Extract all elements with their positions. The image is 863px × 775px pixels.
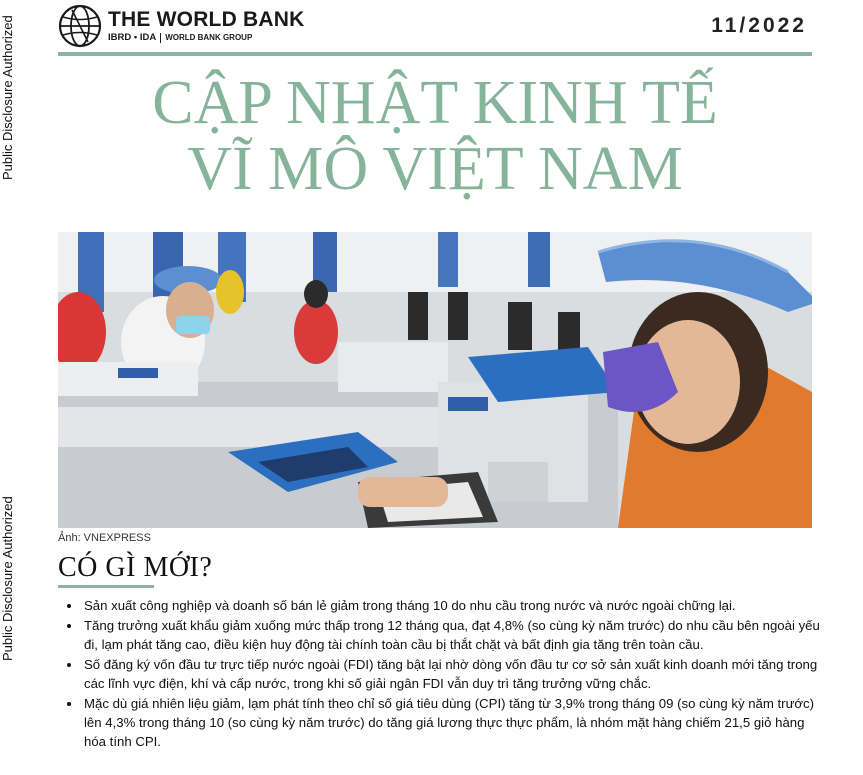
header-divider (58, 52, 812, 56)
list-item: • Số đăng ký vốn đầu tư trực tiếp nước ngoài (FDI) tăng bật lại nhờ dòng vốn đầu tư cơ sở sản xuất kinh doanh mới tăng trong các lĩnh vực điện, khí và cấp nước, trong khi số giải ngân FDI vẫn duy trì tăng trưởng vững chắc. (82, 655, 828, 693)
highlights-list (64, 596, 828, 752)
logo-divider (160, 33, 161, 43)
cover-photo (58, 232, 812, 528)
title-line-2: VĨ MÔ VIỆT NAM (187, 135, 683, 203)
globe-icon (58, 4, 102, 48)
title-line-1: CẬP NHẬT KINH TẾ (152, 69, 718, 137)
logo-name: THE WORLD BANK (108, 8, 305, 31)
disclosure-label-bottom: Public Disclosure Authorized (0, 496, 15, 662)
section-title: CÓ GÌ MỚI? (58, 552, 213, 583)
list-item: • Mặc dù giá nhiên liệu giảm, lạm phát tính theo chỉ số giá tiêu dùng (CPI) tăng từ 3,9% trong tháng 09 (so cùng kỳ năm trước) lên 4,3% trong tháng 10 (so cùng kỳ năm trước) do tăng giá lương thực thực phẩm, là nhóm mặt hàng chiếm 21,5 giỏ hàng hóa tính CPI. (82, 694, 828, 751)
list-item: • Sản xuất công nghiệp và doanh số bán lẻ giảm trong tháng 10 do nhu cầu trong nước và nước ngoài chững lại. (82, 596, 828, 615)
page-title (58, 70, 812, 202)
disclosure-label-top: Public Disclosure Authorized (0, 15, 15, 181)
list-item: • Tăng trưởng xuất khẩu giảm xuống mức thấp trong 12 tháng qua, đạt 4,8% (so cùng kỳ năm trước) do nhu cầu bên ngoài yếu đi, lạm phát tăng cao, điều kiện huy động tài chính toàn cầu bị thắt chặt và bất định gia tăng trên toàn cầu. (82, 616, 828, 654)
logo-sub-right: WORLD BANK GROUP (165, 33, 253, 42)
section-divider (58, 585, 154, 588)
world-bank-logo[interactable] (58, 4, 304, 48)
issue-date: 11/2022 (711, 14, 807, 37)
photo-caption: Ảnh: VNEXPRESS (58, 532, 151, 544)
logo-sub-left: IBRD • IDA (108, 32, 157, 44)
